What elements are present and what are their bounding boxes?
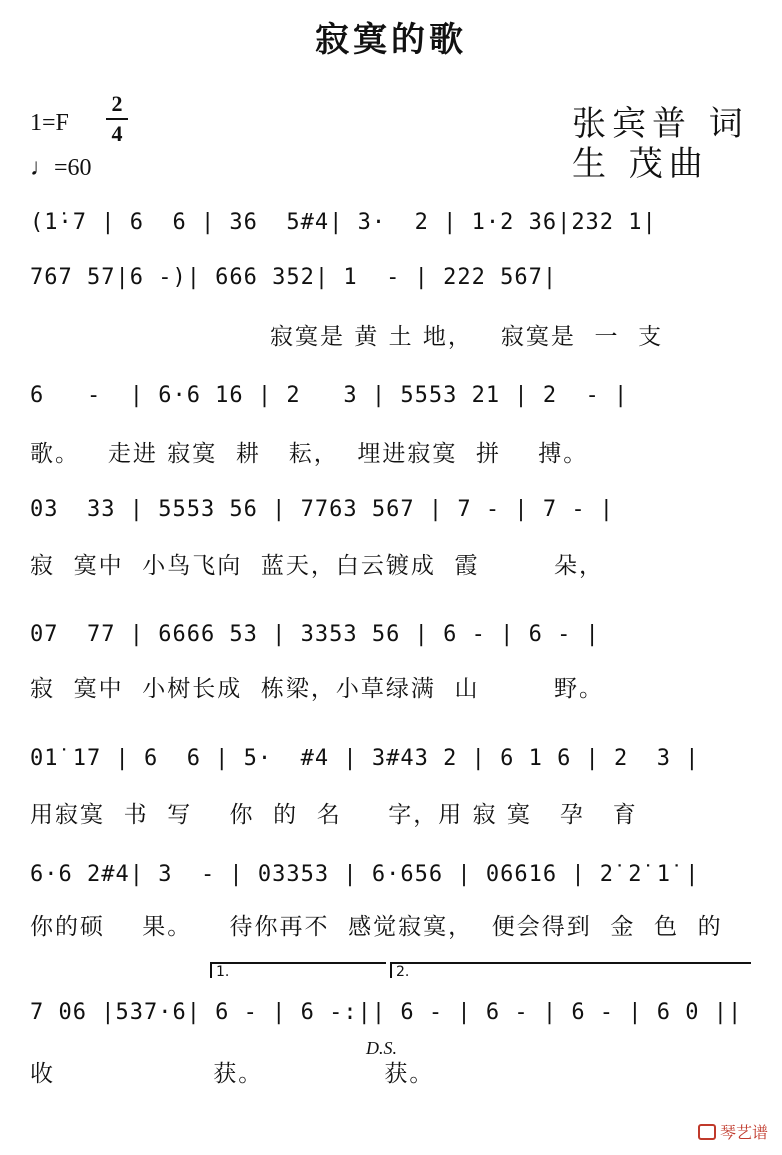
key-signature: 1=F (30, 110, 69, 136)
notation-line-6 (30, 746, 755, 786)
ds-marking: D.S. (366, 1038, 397, 1058)
piano-logo-icon (698, 1124, 716, 1140)
watermark-logo (698, 1120, 768, 1143)
lyric-line-5: 用寂寞 书 写 你 的 名 字，用 寂 寞 孕 育 (30, 802, 638, 828)
notation-line-5 (30, 622, 755, 662)
lyric-line-4: 寂 寞中 小树长成 栋梁，小草绿满 山 野。 (30, 676, 604, 702)
notation-text: 03 33 | 5553 56 | 7763 567 | 7 - | 7 - | (30, 497, 615, 522)
time-signature-divider (106, 118, 128, 120)
lyricist-credit: 张宾普 词 (572, 104, 749, 144)
notation-text: 6 - | 6·6 16 | 2 3 | 5553 21 | 2 - | (30, 383, 629, 408)
notation-line-1 (30, 210, 755, 250)
notation-text: 7 06 |537·6| 6 - | 6 -:|| 6 - | 6 - | 6 - | 6 0 || (30, 1000, 743, 1025)
notation-text: 01̇ 17 | 6 6 | 5· #4 | 3#43 2 | 6 1 6 | 2 3 | (30, 746, 700, 771)
notation-text: (1̇·7 | 6 6 | 36 5#4| 3· 2 | 1·2 36|232 1| (30, 210, 657, 235)
notation-text: 07 77 | 6666 53 | 3353 56 | 6 - | 6 - | (30, 622, 600, 647)
lyric-line-6: 你的硕 果。 待你再不 感觉寂寞， 便会得到 金 色 的 (30, 914, 723, 940)
notation-line-8 (30, 1000, 755, 1040)
lyric-line-3: 寂 寞中 小鸟飞向 蓝天，白云镀成 霞 朵， (30, 553, 604, 579)
volta-bracket-1: 1. (210, 962, 386, 978)
notation-line-2 (30, 265, 755, 305)
lyric-line-7: 收 获。 获。 (30, 1061, 435, 1087)
notation-text: 767 57|6 -)| 666 352| 1 - | 222 567| (30, 265, 558, 290)
time-signature-top: 2 (111, 91, 123, 116)
time-signature (106, 92, 128, 146)
notation-line-7 (30, 862, 755, 902)
notation-line-4 (30, 497, 755, 537)
notation-line-3 (30, 383, 755, 423)
lyric-line-1: 寂寞是 黄 土 地， 寂寞是 一 支 (270, 324, 664, 350)
lyric-line-2: 歌。 走进 寂寞 耕 耘， 埋进寂寞 拼 搏。 (30, 441, 589, 467)
notation-text: 6·6 2#4| 3 - | 03353 | 6·656 | 06616 | 2̇ 2̇ 1̇ | (30, 862, 700, 887)
volta-bracket-2: 2. (390, 962, 751, 978)
time-signature-bottom: 4 (111, 121, 123, 146)
watermark-text: 琴艺谱 (719, 1123, 768, 1142)
tempo-marking: ♩=60 (30, 155, 92, 181)
song-title: 寂寞的歌 (315, 20, 467, 60)
composer-credit: 生 茂曲 (572, 144, 709, 184)
